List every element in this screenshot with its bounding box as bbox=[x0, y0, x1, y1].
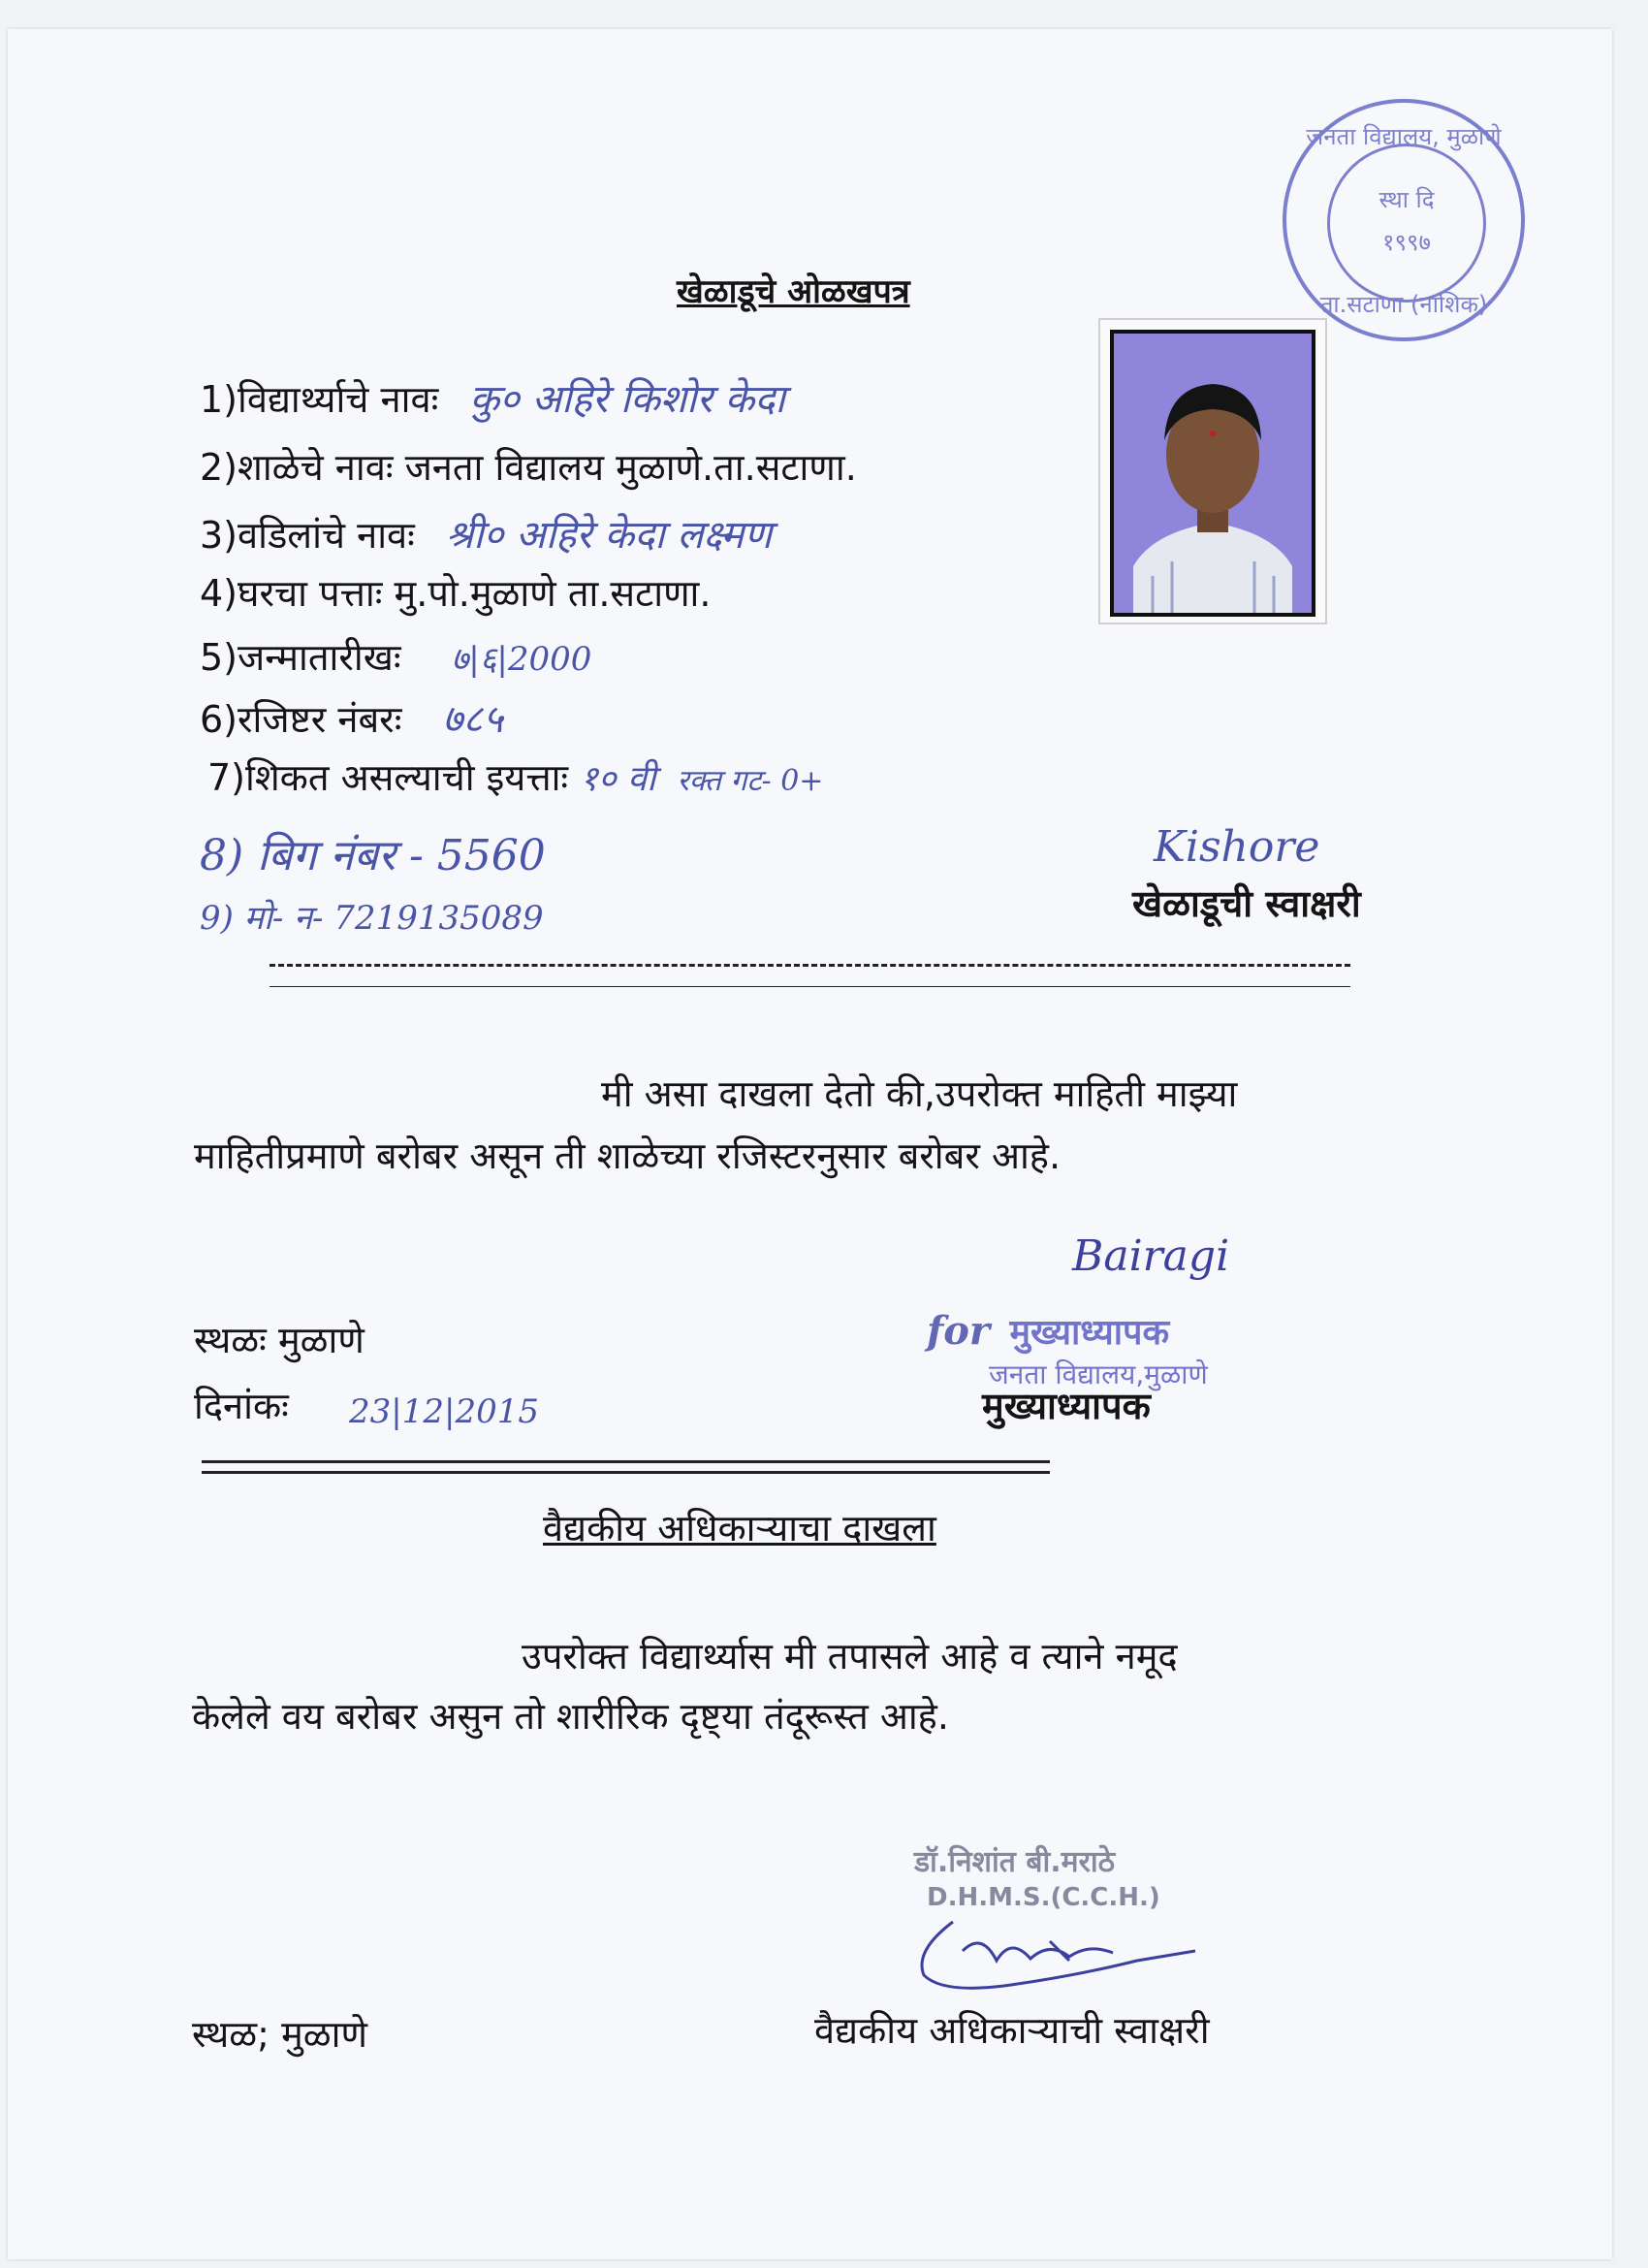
field-value: जनता विद्यालय मुळाणे.ता.सटाणा. bbox=[404, 446, 857, 489]
stamp-for-text: for bbox=[927, 1308, 990, 1354]
field-value-handwritten: ७|६|2000 bbox=[451, 640, 592, 679]
student-photo-frame bbox=[1098, 318, 1327, 624]
person-photo-icon bbox=[1114, 334, 1312, 613]
double-line-separator bbox=[202, 1460, 1050, 1474]
field-label: 6)रजिष्टर नंबरः bbox=[200, 698, 402, 741]
date-value-handwritten: 23|12|2015 bbox=[349, 1392, 539, 1431]
field-address bbox=[200, 574, 711, 615]
field-label: 4)घरचा पत्ताः bbox=[200, 572, 383, 615]
stamp-bottom-text: ता.सटाणा (नाशिक) bbox=[1319, 291, 1488, 318]
stamp-inner-ring bbox=[1327, 144, 1486, 303]
document-page bbox=[8, 29, 1612, 2259]
player-signature-label: खेळाडूची स्वाक्षरी bbox=[1132, 882, 1361, 925]
handwritten-bib-number: 8) बिग नंबर - 5560 bbox=[200, 831, 546, 880]
doctor-signature-scribble bbox=[904, 1893, 1215, 1999]
field-class bbox=[207, 758, 823, 799]
field-value-handwritten: १० वी bbox=[580, 759, 656, 799]
field-label: 1)विद्यार्थ्याचे नावः bbox=[200, 378, 439, 421]
handwritten-mobile-number: 9) मो- न- 7219135089 bbox=[200, 899, 544, 938]
field-register-number bbox=[200, 698, 503, 741]
headmaster-stamp-title bbox=[927, 1307, 1169, 1355]
field-label: 7)शिकत असल्याची इयत्ताः bbox=[207, 756, 569, 799]
field-value-handwritten: ७८५ bbox=[442, 697, 503, 742]
field-student-name bbox=[200, 378, 785, 421]
stamp-top-text: जनता विद्यालय, मुळाणे bbox=[1306, 123, 1502, 150]
player-signature-scribble: Kishore bbox=[1154, 822, 1320, 872]
field-school-name bbox=[200, 448, 857, 489]
field-label: 3)वडिलांचे नावः bbox=[200, 514, 415, 557]
headmaster-stamp-school: जनता विद्यालय,मुळाणे bbox=[989, 1358, 1208, 1390]
field-value-handwritten: कु० अहिरे किशोर केदा bbox=[469, 377, 785, 422]
stamp-center-text: स्था दि bbox=[1379, 186, 1435, 213]
blood-group-handwritten: रक्त गट- 0+ bbox=[677, 764, 824, 798]
field-label: 2)शाळेचे नावः bbox=[200, 446, 394, 489]
medical-place-label: स्थळ; मुळाणे bbox=[192, 2013, 367, 2056]
field-value-handwritten: श्री० अहिरे केदा लक्ष्मण bbox=[445, 513, 773, 558]
date-label: दिनांकः bbox=[194, 1385, 289, 1427]
field-father-name bbox=[200, 514, 772, 557]
certificate-line-2: माहितीप्रमाणे बरोबर असून ती शाळेच्या रजिस्टरनुसार बरोबर आहे. bbox=[194, 1134, 1062, 1177]
dashed-separator bbox=[269, 964, 1350, 987]
certificate-line-1: मी असा दाखला देतो की,उपरोक्त माहिती माझ्या bbox=[601, 1072, 1238, 1115]
doctor-seal-degree: D.H.M.S.(C.C.H.) bbox=[927, 1883, 1160, 1912]
place-label: स्थळः मुळाणे bbox=[194, 1319, 364, 1361]
stamp-center-year: १९९७ bbox=[1382, 229, 1431, 256]
field-label: 5)जन्मातारीखः bbox=[200, 636, 401, 679]
stamp-title-text: मुख्याध्यापक bbox=[1009, 1313, 1170, 1353]
student-photo bbox=[1110, 330, 1315, 617]
medical-line-2: केलेले वय बरोबर असुन तो शारीरिक दृष्ट्या तंदूरूस्त आहे. bbox=[192, 1695, 949, 1738]
medical-heading: वैद्यकीय अधिकाऱ्याचा दाखला bbox=[543, 1507, 936, 1549]
page-title: खेळाडूचे ओळखपत्र bbox=[677, 272, 910, 311]
headmaster-signature: Bairagi bbox=[1072, 1231, 1230, 1281]
medical-signature-label: वैद्यकीय अधिकाऱ्याची स्वाक्षरी bbox=[814, 2009, 1210, 2052]
school-stamp bbox=[1283, 99, 1525, 341]
field-value: मु.पो.मुळाणे ता.सटाणा. bbox=[394, 572, 712, 615]
doctor-seal-name: डॉ.निशांत बी.मराठे bbox=[914, 1845, 1116, 1879]
medical-line-1: उपरोक्त विद्यार्थ्यास मी तपासले आहे व त्याने नमूद bbox=[522, 1635, 1178, 1677]
field-birth-date bbox=[200, 638, 591, 679]
headmaster-label: मुख्याध्यापक bbox=[982, 1385, 1151, 1427]
